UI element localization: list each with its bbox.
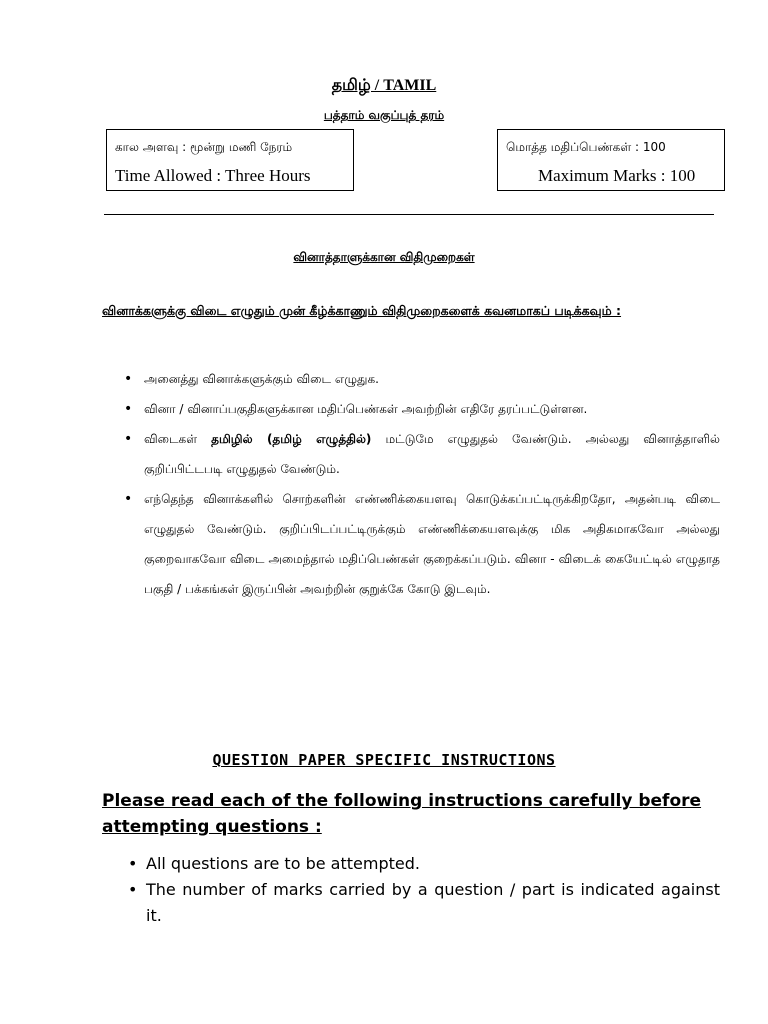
list-item-text: எந்தெந்த வினாக்களில் சொற்களின் எண்ணிக்கையளவு கொடுக்கப்பட்டிருக்கிறதோ, அதன்படி விடை எழுதுதல் வேண்டும். குறிப்பிடப்பட்டிருக்கும் எண்ணிக்கையளவுக்கு மிக அதிகமாகவோ அல்லது குறைவாகவோ விடை அமைந்தால் மதிப்பெண்கள் குறைக்கப்படும். வினா - விடைக் கையேட்டில் எழுதாத பகுதி / பக்கங்கள் இருப்பின் அவற்றின் குறுக்கே கோடு இடவும். <box>144 492 720 596</box>
bullet-icon: • <box>128 880 138 899</box>
list-item <box>102 877 720 929</box>
bullet-icon: • <box>124 431 133 447</box>
tamil-instructions-list <box>102 364 720 604</box>
list-item-text: The number of marks carried by a question / part is indicated against it. <box>146 880 720 925</box>
time-allowed-tamil: கால அளவு : மூன்று மணி நேரம் <box>115 140 293 154</box>
english-instructions-list <box>102 851 720 929</box>
list-item-text: வினா / வினாப்பகுதிகளுக்கான மதிப்பெண்கள் அவற்றின் எதிரே தரப்பட்டுள்ளன. <box>144 402 588 416</box>
time-allowed-english: Time Allowed : Three Hours <box>115 166 311 185</box>
maximum-marks-tamil: மொத்த மதிப்பெண்கள் : 100 <box>506 140 666 154</box>
bullet-icon: • <box>124 371 133 387</box>
bullet-icon: • <box>128 854 138 873</box>
english-instructions-intro: Please read each of the following instructions carefully before attempting questions : <box>102 791 702 837</box>
list-item-text: அனைத்து வினாக்களுக்கும் விடை எழுதுக. <box>144 372 379 386</box>
list-item <box>102 484 720 604</box>
page-title: தமிழ் / TAMIL <box>331 77 437 94</box>
tamil-instructions-heading: வினாத்தாளுக்கான விதிமுறைகள் <box>293 250 475 264</box>
english-instructions-heading: QUESTION PAPER SPECIFIC INSTRUCTIONS <box>212 751 556 769</box>
list-item-text-post: மட்டுமே எழுதுதல் வேண்டும். அல்லது வினாத்தாளில் குறிப்பிட்டபடி எழுதுதல் வேண்டும். <box>144 432 720 476</box>
list-item-text-bold: தமிழில் (தமிழ் எழுத்தில்) <box>211 432 372 446</box>
list-item-text-pre: விடைகள் <box>144 432 212 446</box>
time-allowed-box <box>106 129 354 191</box>
maximum-marks-box <box>497 129 725 191</box>
bullet-icon: • <box>124 401 133 417</box>
list-item <box>102 424 720 484</box>
tamil-instructions-intro: வினாக்களுக்கு விடை எழுதும் முன் கீழ்க்காணும் விதிமுறைகளைக் கவனமாகப் படிக்கவும் : <box>102 303 622 318</box>
bullet-icon: • <box>124 491 133 507</box>
horizontal-divider <box>104 214 714 215</box>
class-subtitle: பத்தாம் வகுப்புத் தரம் <box>323 108 445 122</box>
list-item <box>102 364 720 394</box>
maximum-marks-english: Maximum Marks : 100 <box>538 166 696 185</box>
list-item <box>102 394 720 424</box>
list-item-text: All questions are to be attempted. <box>146 854 420 873</box>
list-item <box>102 851 720 877</box>
